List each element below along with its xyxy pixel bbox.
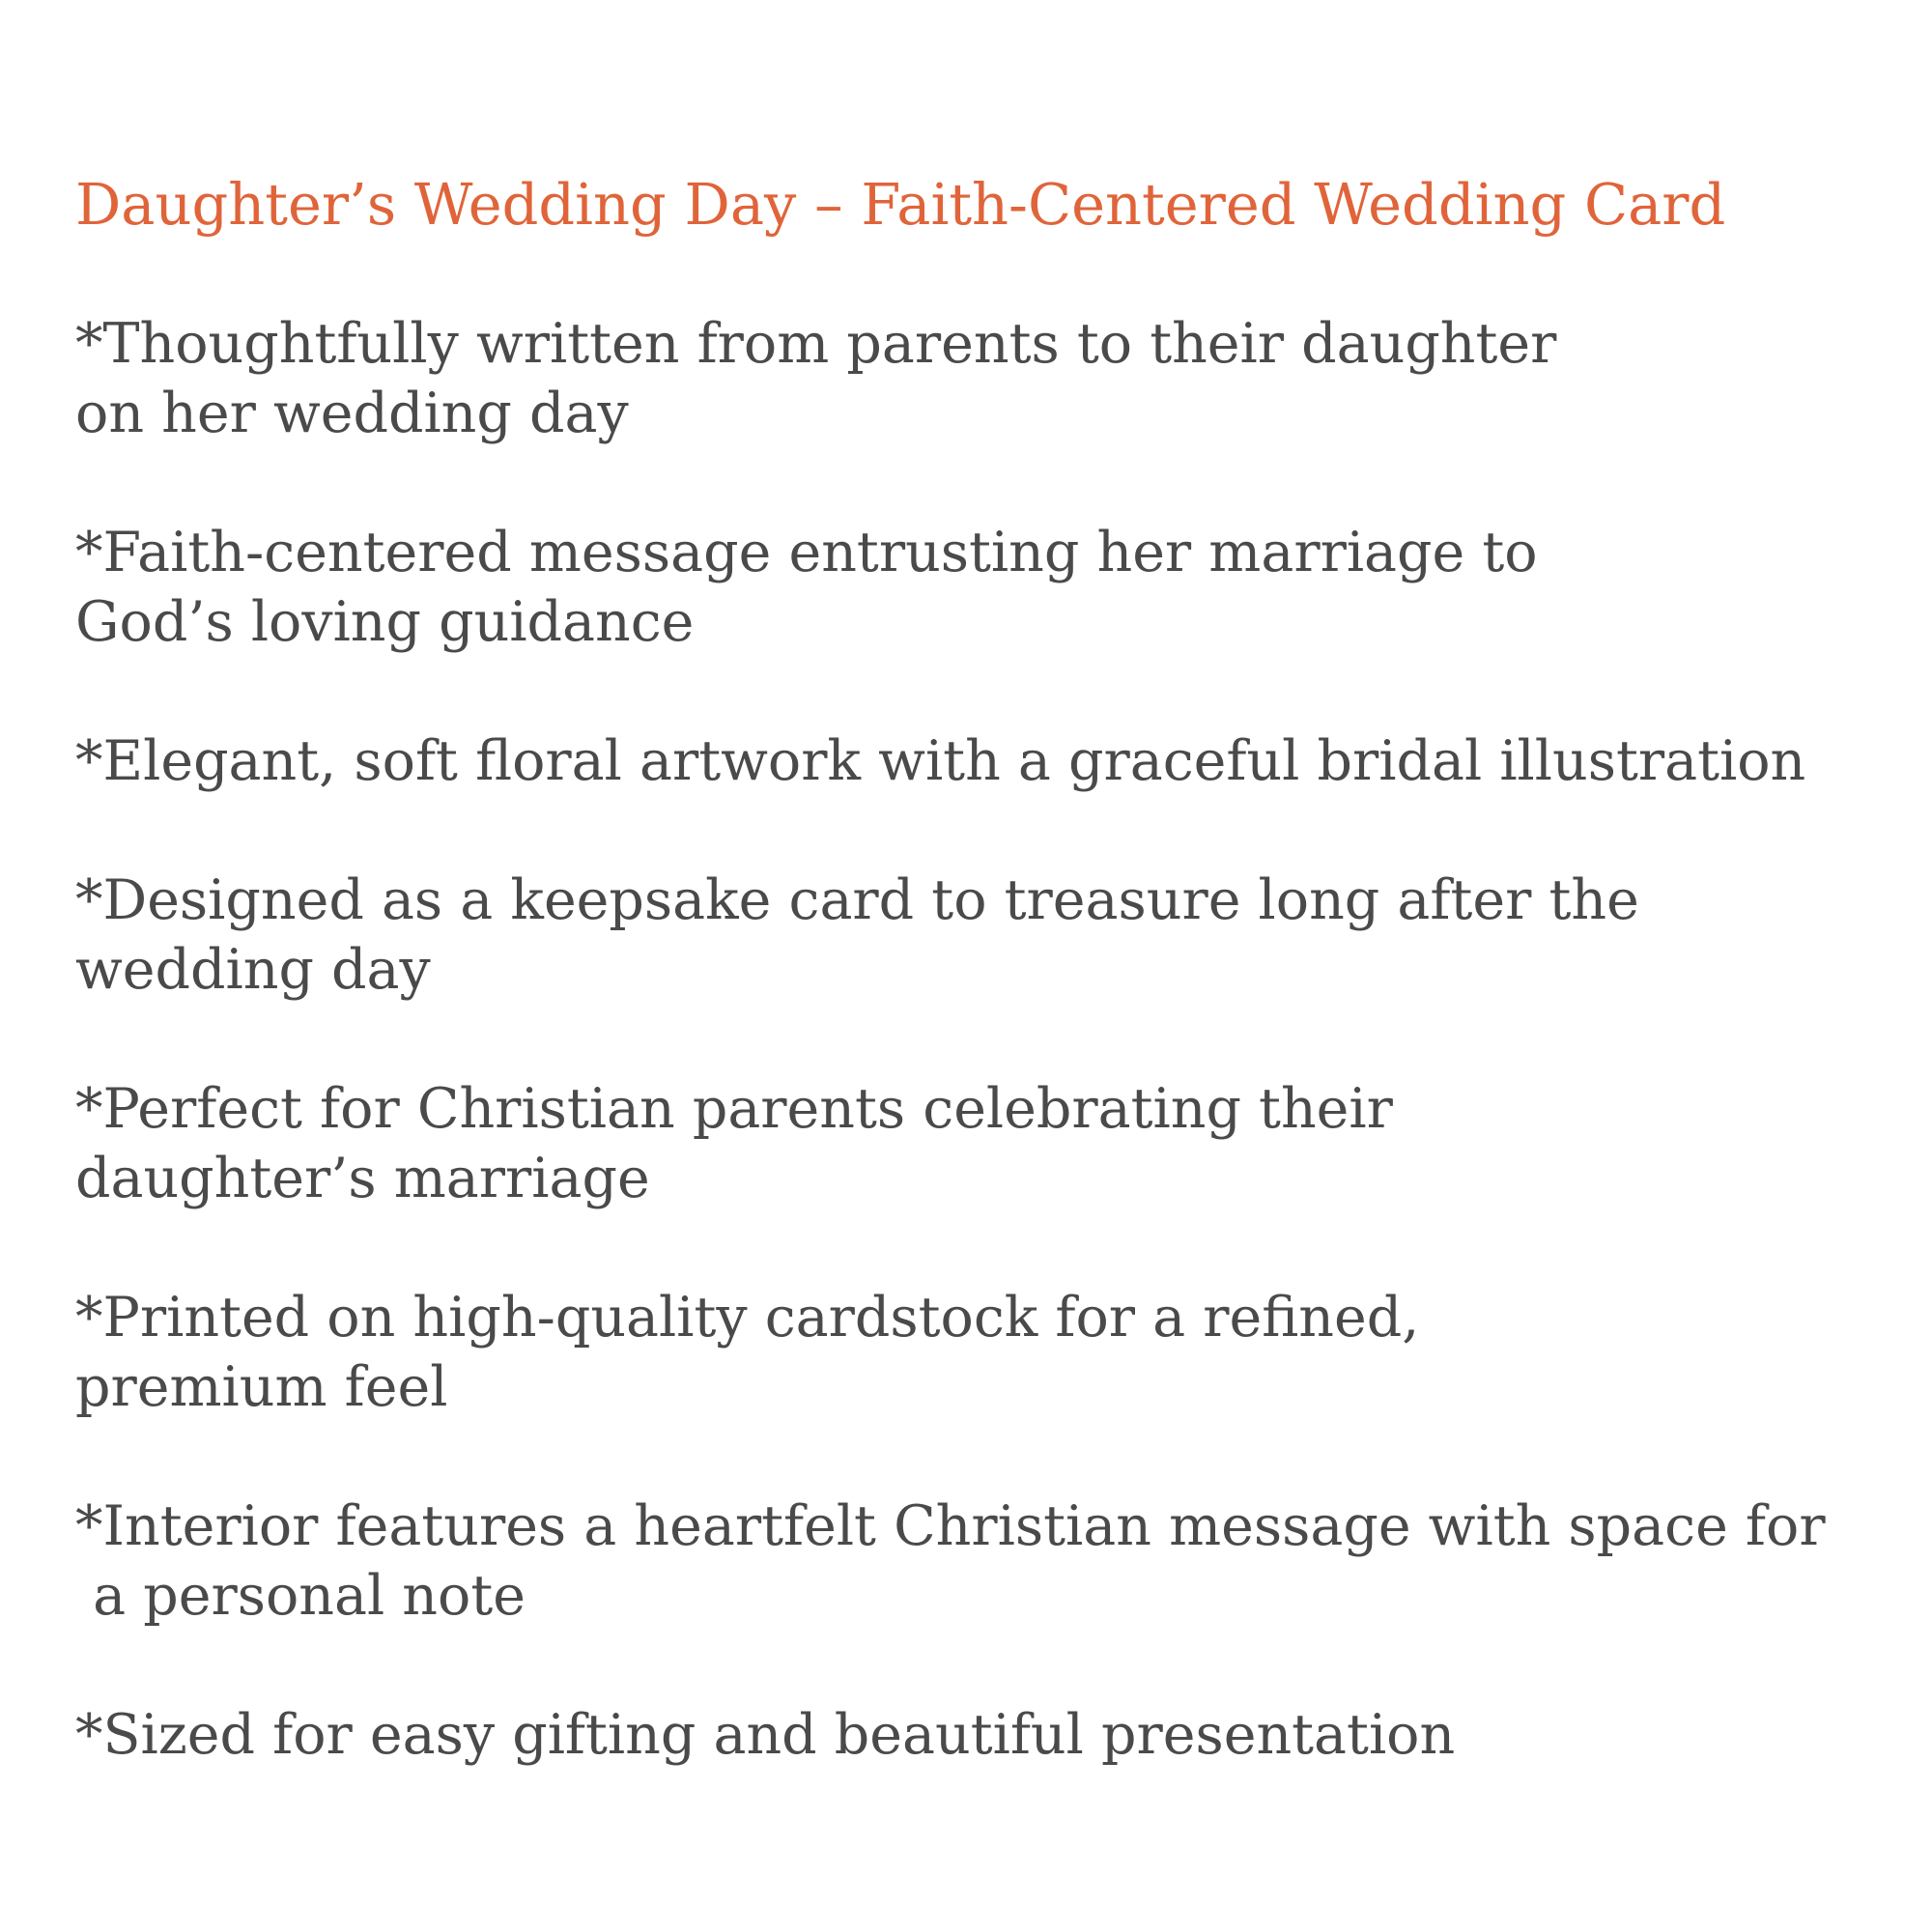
feature-line: premium feel <box>75 1355 448 1419</box>
feature-line: *Thoughtfully written from parents to their daughter <box>75 312 1557 376</box>
feature-line: *Interior features a heartfelt Christian message with space for <box>75 1494 1826 1558</box>
feature-item <box>75 726 1872 796</box>
feature-line: on her wedding day <box>75 382 629 445</box>
feature-list <box>75 309 1872 1770</box>
feature-item <box>75 518 1872 657</box>
feature-line: *Faith-centered message entrusting her marriage to <box>75 521 1538 584</box>
feature-line: *Designed as a keepsake card to treasure long after the <box>75 868 1639 932</box>
feature-item <box>75 1283 1872 1422</box>
feature-item <box>75 1074 1872 1213</box>
feature-line: *Perfect for Christian parents celebrating their <box>75 1077 1393 1141</box>
page-title: Daughter’s Wedding Day – Faith-Centered Wedding Card <box>75 171 1726 238</box>
feature-line: daughter’s marriage <box>75 1147 650 1210</box>
feature-item <box>75 866 1872 1005</box>
feature-item <box>75 1700 1872 1770</box>
feature-line: a personal note <box>75 1564 526 1628</box>
feature-line: wedding day <box>75 938 431 1002</box>
description-content <box>75 169 1872 1839</box>
feature-line: *Printed on high-quality cardstock for a refined, <box>75 1286 1420 1350</box>
feature-item <box>75 309 1872 448</box>
feature-item <box>75 1492 1872 1631</box>
feature-line: *Elegant, soft floral artwork with a graceful bridal illustration <box>75 729 1806 793</box>
feature-line: *Sized for easy gifting and beautiful presentation <box>75 1703 1456 1767</box>
feature-line: God’s loving guidance <box>75 590 695 654</box>
